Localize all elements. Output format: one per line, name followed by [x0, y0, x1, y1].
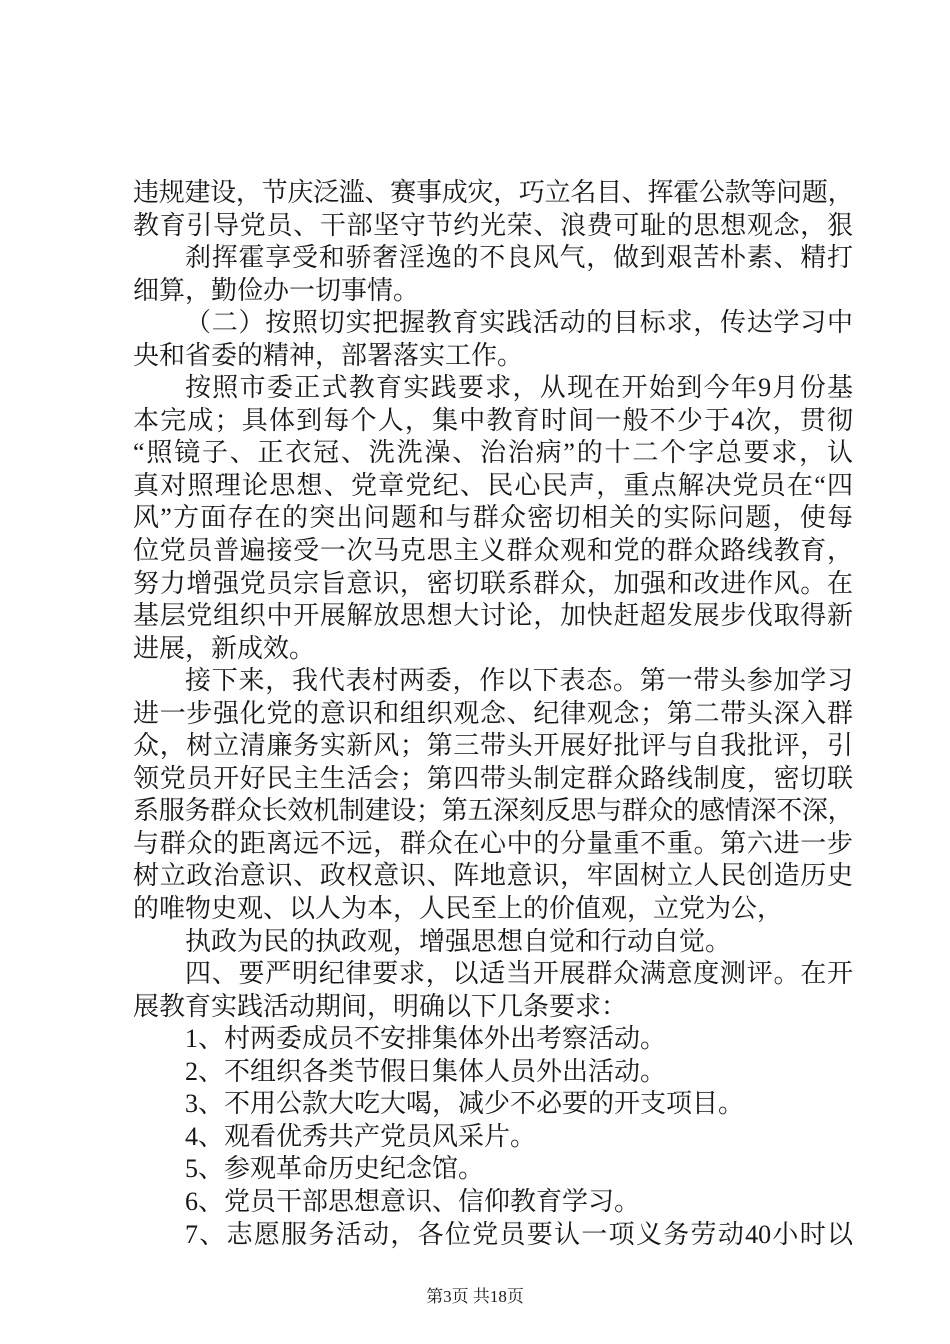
body-line: 系服务群众长效机制建设；第五深刻反思与群众的感情深不深，: [133, 796, 853, 826]
body-line: 教育引导党员、干部坚守节约光荣、浪费可耻的思想观念，狠: [133, 210, 853, 240]
body-line: 位党员普遍接受一次马克思主义群众观和党的群众路线教育，: [133, 536, 853, 566]
list-item: 3、不用公款大吃大喝，减少不必要的开支项目。: [185, 1089, 745, 1119]
section-heading-line: 四、要严明纪律要求，以适当开展群众满意度测评。在开: [185, 959, 853, 989]
body-line: 与群众的距离远不远，群众在心中的分量重不重。第六进一步: [133, 828, 853, 858]
body-line: 进一步强化党的意识和组织观念、纪律观念；第二带头深入群: [133, 698, 853, 728]
body-line: 央和省委的精神，部署落实工作。: [133, 340, 524, 370]
body-line: 细算，勤俭办一切事情。: [133, 275, 420, 305]
list-item: 5、参观革命历史纪念馆。: [185, 1154, 485, 1184]
body-line: 执政为民的执政观，增强思想自觉和行动自觉。: [185, 926, 732, 956]
body-line: 按照市委正式教育实践要求，从现在开始到今年9月份基: [185, 373, 853, 403]
body-line: 违规建设，节庆泛滥、赛事成灾，巧立名目、挥霍公款等问题，: [133, 178, 853, 207]
body-line: 展教育实践活动期间，明确以下几条要求：: [133, 991, 628, 1021]
body-line: 众，树立清廉务实新风；第三带头开展好批评与自我批评，引: [133, 731, 853, 761]
body-line: “照镜子、正衣冠、洗洗澡、治治病”的十二个字总要求，认: [133, 438, 853, 468]
page-footer: [0, 1285, 950, 1309]
body-line: 风”方面存在的突出问题和与群众密切相关的实际问题，使每: [133, 503, 853, 533]
list-item: 7、志愿服务活动，各位党员要认一项义务劳动40小时以: [185, 1219, 853, 1249]
body-line: 真对照理论思想、党章党纪、民心民声，重点解决党员在“四: [133, 470, 853, 500]
body-line: 接下来，我代表村两委，作以下表态。第一带头参加学习: [185, 666, 853, 696]
body-line: 刹挥霍享受和骄奢淫逸的不良风气，做到艰苦朴素、精打: [185, 243, 853, 273]
body-line: 树立政治意识、政权意识、阵地意识，牢固树立人民创造历史: [133, 861, 853, 891]
list-item: 4、观看优秀共产党员风采片。: [185, 1121, 537, 1151]
body-line: 基层党组织中开展解放思想大讨论，加快赶超发展步伐取得新: [133, 601, 853, 631]
list-item: 1、村两委成员不安排集体外出考察活动。: [185, 1024, 667, 1054]
body-line: 进展，新成效。: [133, 633, 316, 663]
list-item: 2、不组织各类节假日集体人员外出活动。: [185, 1056, 667, 1086]
body-text: [133, 177, 853, 1251]
body-line: 努力增强党员宗旨意识，密切联系群众，加强和改进作风。在: [133, 568, 853, 598]
body-line: 本完成；具体到每个人，集中教育时间一般不少于4次，贯彻: [133, 405, 853, 435]
list-item: 6、党员干部思想意识、信仰教育学习。: [185, 1186, 641, 1216]
page-indicator: 第3页 共18页: [426, 1287, 524, 1306]
body-line: 的唯物史观、以人为本，人民至上的价值观，立党为公，: [133, 894, 784, 924]
section-heading-line: （二）按照切实把握教育实践活动的目标求，传达学习中: [185, 308, 853, 338]
body-line: 领党员开好民主生活会；第四带头制定群众路线制度，密切联: [133, 763, 853, 793]
